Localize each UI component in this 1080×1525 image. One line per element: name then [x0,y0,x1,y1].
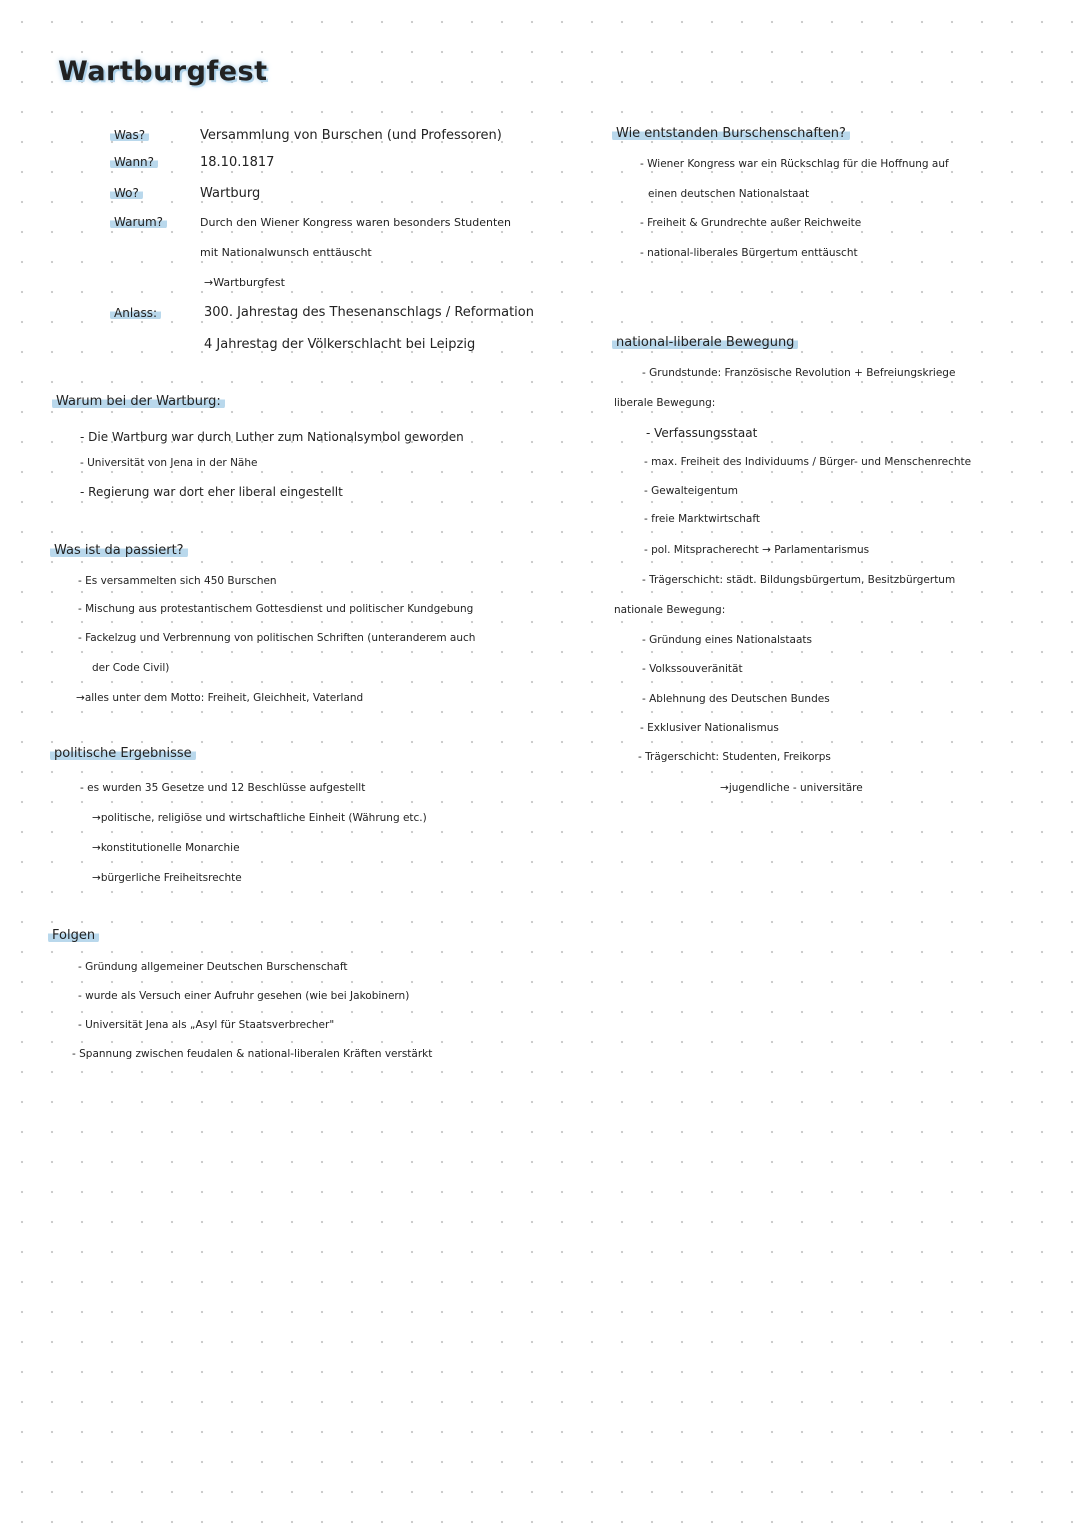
was-passiert-arrow-line: → alles unter dem Motto: Freiheit, Gleichheit, Vaterland [76,692,363,704]
was-value: Versammlung von Burschen (und Professoren) [200,128,502,143]
liberale-item: - Trägerschicht: städt. Bildungsbürgertum, Besitzbürgertum [642,574,956,586]
ergebnisse-arrow-item: → konstitutionelle Monarchie [92,842,240,854]
warum-wartburg-heading: Warum bei der Wartburg: [52,394,225,409]
nationale-item: - Gründung eines Nationalstaats [642,634,812,646]
burschenschaften-item: - Freiheit & Grundrechte außer Reichweite [640,217,862,229]
ergebnisse-item: - es wurden 35 Gesetze und 12 Beschlüsse aufgestellt [80,782,366,794]
folgen-item: - Universität Jena als „Asyl für Staatsverbrecher" [78,1019,335,1031]
page-title: Wartburgfest [58,56,268,87]
ergebnisse-arrow-item: → politische, religiöse und wirtschaftliche Einheit (Währung etc.) [92,812,427,824]
warum-wartburg-item: - Universität von Jena in der Nähe [80,457,258,469]
nationale-item: - Ablehnung des Deutschen Bundes [642,693,830,705]
liberale-item: - pol. Mitspracherecht → Parlamentarismus [644,544,870,556]
grundstunde-line: - Grundstunde: Französische Revolution + Befreiungskriege [642,367,956,379]
was-passiert-item: der Code Civil) [92,662,170,674]
burschenschaften-heading: Wie entstanden Burschenschaften? [612,126,850,141]
wann-label: Wann? [110,155,158,169]
warum-wartburg-item: - Die Wartburg war durch Luther zum Nationalsymbol geworden [80,430,464,444]
liberale-item: - freie Marktwirtschaft [644,513,760,525]
wo-value: Wartburg [200,186,261,201]
warum-line2: mit Nationalwunsch enttäuscht [200,246,372,259]
warum-line1: Durch den Wiener Kongress waren besonders Studenten [200,216,512,229]
ergebnisse-arrow-item: → bürgerliche Freiheitsrechte [92,872,242,884]
folgen-item: - wurde als Versuch einer Aufruhr gesehen (wie bei Jakobinern) [78,990,410,1002]
liberale-item: - max. Freiheit des Individuums / Bürger- und Menschenrechte [644,456,972,468]
warum-wartburg-item: - Regierung war dort eher liberal eingestellt [80,485,343,499]
was-passiert-heading: Was ist da passiert? [50,543,188,558]
politische-ergebnisse-heading: politische Ergebnisse [50,746,196,761]
wo-label: Wo? [110,186,143,200]
liberale-bewegung-label: liberale Bewegung: [614,397,716,409]
nationale-item: - Exklusiver Nationalismus [640,722,779,734]
nationale-item: - Trägerschicht: Studenten, Freikorps [638,751,831,763]
folgen-item: - Spannung zwischen feudalen & national-liberalen Kräften verstärkt [72,1048,433,1060]
burschenschaften-item: - Wiener Kongress war ein Rückschlag für die Hoffnung auf [640,158,949,170]
was-passiert-item: - Mischung aus protestantischem Gottesdienst und politischer Kundgebung [78,603,474,615]
liberale-item: - Verfassungsstaat [646,426,758,440]
bewegung-heading: national-liberale Bewegung [612,335,798,350]
was-label: Was? [110,128,149,142]
folgen-heading: Folgen [48,928,99,943]
was-passiert-item: - Es versammelten sich 450 Burschen [78,575,277,587]
anlass-line1: 300. Jahrestag des Thesenanschlags / Reformation [204,305,534,320]
was-passiert-item: - Fackelzug und Verbrennung von politischen Schriften (unteranderem auch [78,632,476,644]
wann-value: 18.10.1817 [200,155,275,170]
folgen-item: - Gründung allgemeiner Deutschen Burschenschaft [78,961,348,973]
liberale-item: - Gewalteigentum [644,485,738,497]
nationale-arrow-line: → jugendliche - universitäre [720,782,863,794]
warum-label: Warum? [110,215,167,229]
burschenschaften-item: - national-liberales Bürgertum enttäuscht [640,247,858,259]
warum-arrow-line: → Wartburgfest [204,276,285,289]
nationale-item: - Volkssouveränität [642,663,743,675]
nationale-bewegung-label: nationale Bewegung: [614,604,726,616]
anlass-line2: 4 Jahrestag der Völkerschlacht bei Leipzig [204,337,476,352]
burschenschaften-item: einen deutschen Nationalstaat [648,188,810,200]
anlass-label: Anlass: [110,306,161,320]
